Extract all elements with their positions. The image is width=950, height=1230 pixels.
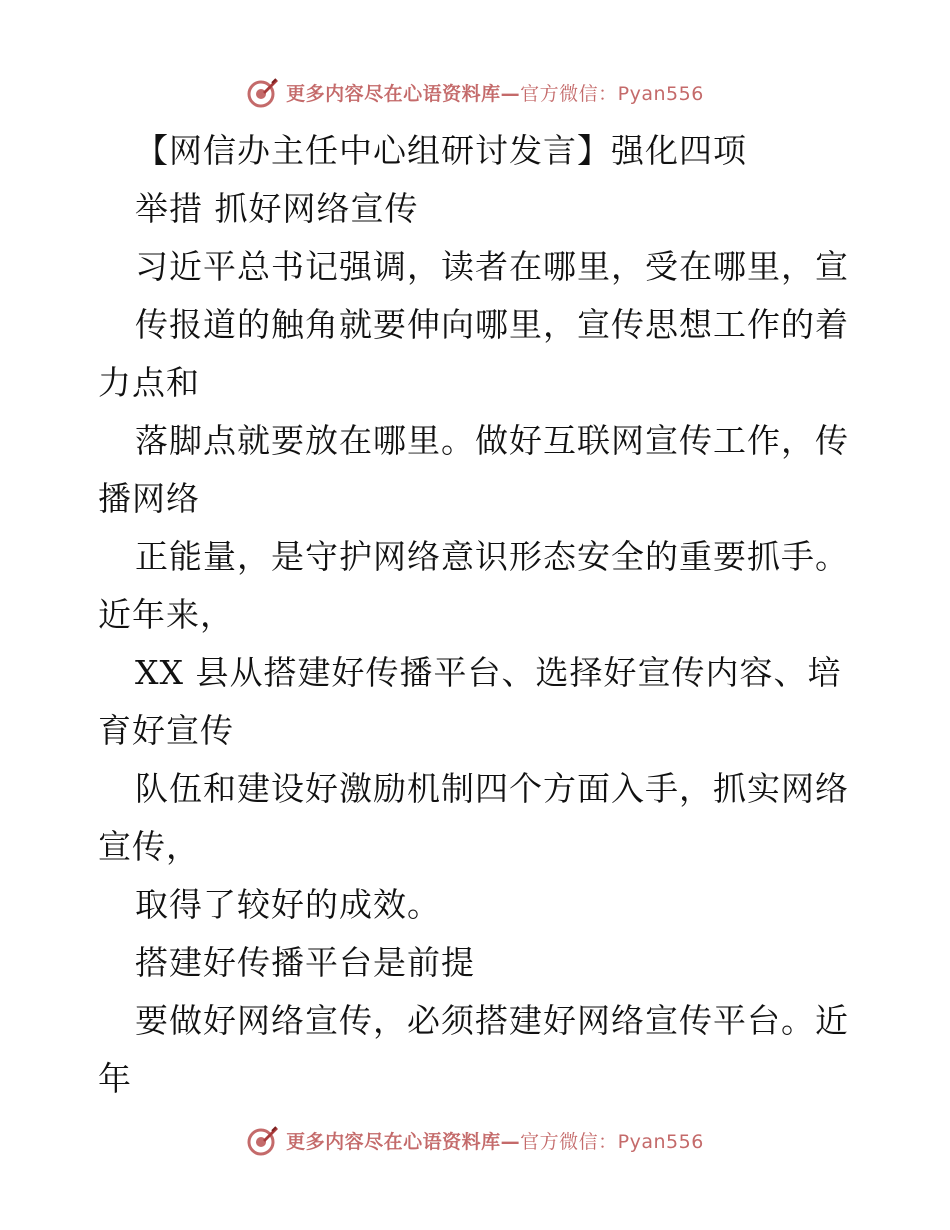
paragraph-line: XX 县从搭建好传播平台、选择好宣传内容、培 [135, 653, 842, 692]
header-banner-site-name: 更多内容尽在心语资料库— [286, 82, 521, 105]
footer-banner-content [246, 1123, 704, 1157]
paragraph-line: 传报道的触角就要伸向哪里，宣传思想工作的着 [135, 305, 849, 344]
paragraph-line: 力点和 [98, 363, 200, 402]
footer-banner-site-name: 更多内容尽在心语资料库— [286, 1130, 521, 1153]
paragraph-line: 年 [98, 1059, 132, 1098]
footer-banner-text [286, 1127, 704, 1154]
footer-banner [0, 1120, 950, 1160]
paragraph-line: 队伍和建设好激励机制四个方面入手，抓实网络 [135, 769, 849, 808]
paragraph-line: 【网信办主任中心组研讨发言】强化四项 [135, 131, 747, 170]
paragraph-line: 取得了较好的成效。 [135, 885, 441, 924]
pen-logo-icon [246, 1123, 280, 1157]
footer-banner-wechat: 官方微信：Pyan556 [520, 1130, 704, 1153]
paragraph-line: 正能量，是守护网络意识形态安全的重要抓手。 [135, 537, 849, 576]
paragraph-line: 播网络 [98, 479, 200, 518]
pen-logo-icon [246, 75, 280, 109]
paragraph-line: 落脚点就要放在哪里。做好互联网宣传工作，传 [135, 421, 849, 460]
paragraph-line: 育好宣传 [98, 711, 234, 750]
paragraph-line: 要做好网络宣传，必须搭建好网络宣传平台。近 [135, 1001, 849, 1040]
document-body [98, 122, 858, 1108]
paragraph-line: 近年来， [98, 595, 234, 634]
paragraph-line: 宣传， [98, 827, 200, 866]
paragraph-line: 习近平总书记强调，读者在哪里，受在哪里，宣 [135, 247, 849, 286]
paragraph-line: 举措 抓好网络宣传 [135, 189, 419, 228]
header-banner [0, 72, 950, 112]
paragraph-line: 搭建好传播平台是前提 [135, 943, 475, 982]
header-banner-text [286, 79, 704, 106]
header-banner-wechat: 官方微信：Pyan556 [520, 82, 704, 105]
header-banner-content [246, 75, 704, 109]
